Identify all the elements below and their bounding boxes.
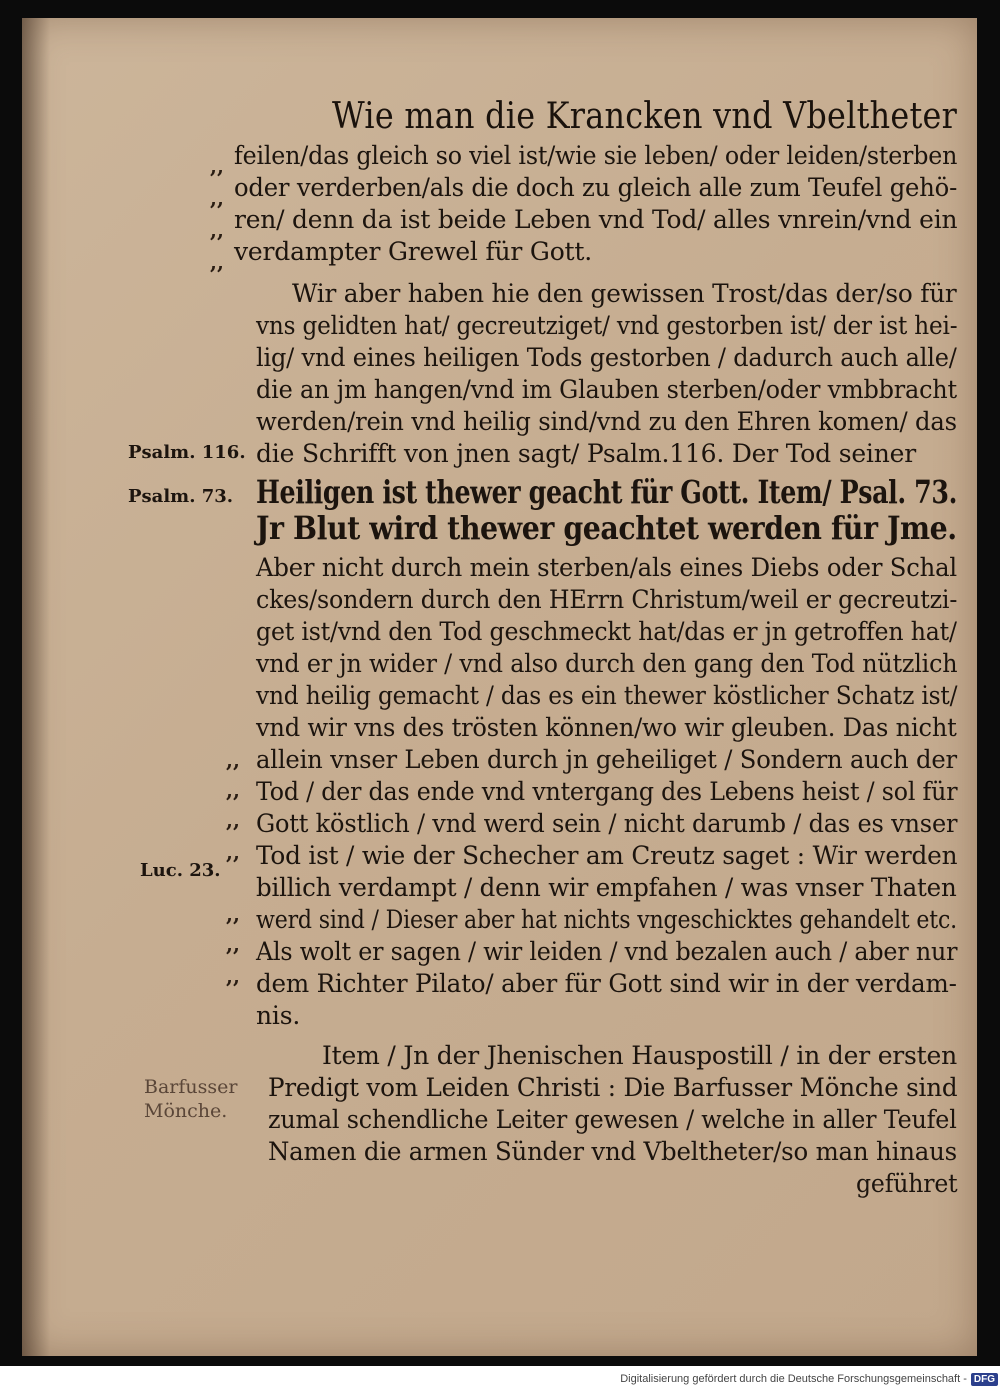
text-line: feilen/das gleich so viel ist/wie sie leben/ oder leiden/sterben [234,141,958,170]
text-line: geführet [856,1169,958,1198]
text-line: nis. [256,1001,301,1030]
text-line: Gott köstlich / vnd werd sein / nicht darumb / das es vnser [256,809,958,838]
text-line: Aber nicht durch mein sterben/als eines Diebs oder Schal [256,553,957,582]
quote-mark: ,, [226,840,240,864]
text-line: billich verdampt / denn wir empfahen / was vnser Thaten [256,873,957,902]
quote-mark: ,, [226,778,240,802]
quote-mark: ,, [210,218,224,242]
margin-note: Barfusser [144,1076,238,1098]
text-line: lig/ vnd eines heiligen Tods gestorben / dadurch auch alle/ [256,343,957,372]
quote-mark: ,, [226,748,240,772]
quote-mark: ,, [226,902,240,926]
quote-mark: ,, [226,932,240,956]
text-line: vnd er jn wider / vnd also durch den gang den Tod nützlich [256,649,958,678]
footer-credit-text: Digitalisierung gefördert durch die Deutsche Forschungsgemeinschaft - [620,1373,967,1385]
text-line: verdampter Grewel für Gott. [234,237,592,266]
margin-note: Psalm. 116. [128,442,246,463]
quote-mark: ,, [226,964,240,988]
binding-shadow [22,18,50,1356]
text-line: zumal schendliche Leiter gewesen / welche in aller Teufel [268,1105,957,1134]
text-line: get ist/vnd den Tod geschmeckt hat/das er jn getroffen hat/ [256,617,957,646]
page-header: Wie man die Krancken vnd Vbeltheter [332,96,958,137]
text-line: Wir aber haben hie den gewissen Trost/das der/so für [292,279,957,308]
text-line: allein vnser Leben durch jn geheiliget / Sondern auch der [256,745,957,774]
page-scan [22,18,977,1356]
dfg-logo-icon: DFG [971,1373,998,1386]
text-line: oder verderben/als die doch zu gleich alle zum Teufel gehö- [234,173,958,202]
text-line: vns gelidten hat/ gecreutziget/ vnd gestorben ist/ der ist hei- [256,311,958,340]
text-line: dem Richter Pilato/ aber für Gott sind wir in der verdam- [256,969,957,998]
quote-mark: ,, [210,250,224,274]
text-line: ren/ denn da ist beide Leben vnd Tod/ alles vnrein/vnd ein [234,205,958,234]
text-line: vnd wir vns des trösten können/wo wir gleuben. Das nicht [256,713,957,742]
margin-note: Psalm. 73. [128,486,234,507]
text-line: vnd heilig gemacht / das es ein thewer köstlicher Schatz ist/ [256,681,958,710]
text-line: Predigt vom Leiden Christi : Die Barfusser Mönche sind [268,1073,958,1102]
text-line: werd sind / Dieser aber hat nichts vngeschicktes gehandelt etc. [256,905,957,934]
text-line: Jr Blut wird thewer geachtet werden für Jme. [256,509,957,547]
footer-credit [620,1370,998,1388]
margin-note: Mönche. [144,1100,228,1122]
text-line: Heiligen ist thewer geacht für Gott. Item/ Psal. 73. [256,473,958,511]
quote-mark: ,, [226,808,240,832]
text-line: Namen die armen Sünder vnd Vbeltheter/so man hinaus [268,1137,957,1166]
quote-mark: ,, [210,154,224,178]
text-line: Item / Jn der Jhenischen Hauspostill / in der ersten [322,1041,958,1070]
text-line: Tod ist / wie der Schecher am Creutz saget : Wir werden [256,841,958,870]
quote-mark: ,, [210,186,224,210]
text-line: ckes/sondern durch den HErrn Christum/weil er gecreutzi- [256,585,958,614]
text-line: Tod / der das ende vnd vntergang des Lebens heist / sol für [256,777,958,806]
text-line: Als wolt er sagen / wir leiden / vnd bezalen auch / aber nur [256,937,958,966]
text-line: die an jm hangen/vnd im Glauben sterben/oder vmbbracht [256,375,957,404]
text-line: die Schrifft von jnen sagt/ Psalm.116. Der Tod seiner [256,439,916,468]
margin-note: Luc. 23. [140,860,221,881]
text-line: werden/rein vnd heilig sind/vnd zu den Ehren komen/ das [256,407,957,436]
